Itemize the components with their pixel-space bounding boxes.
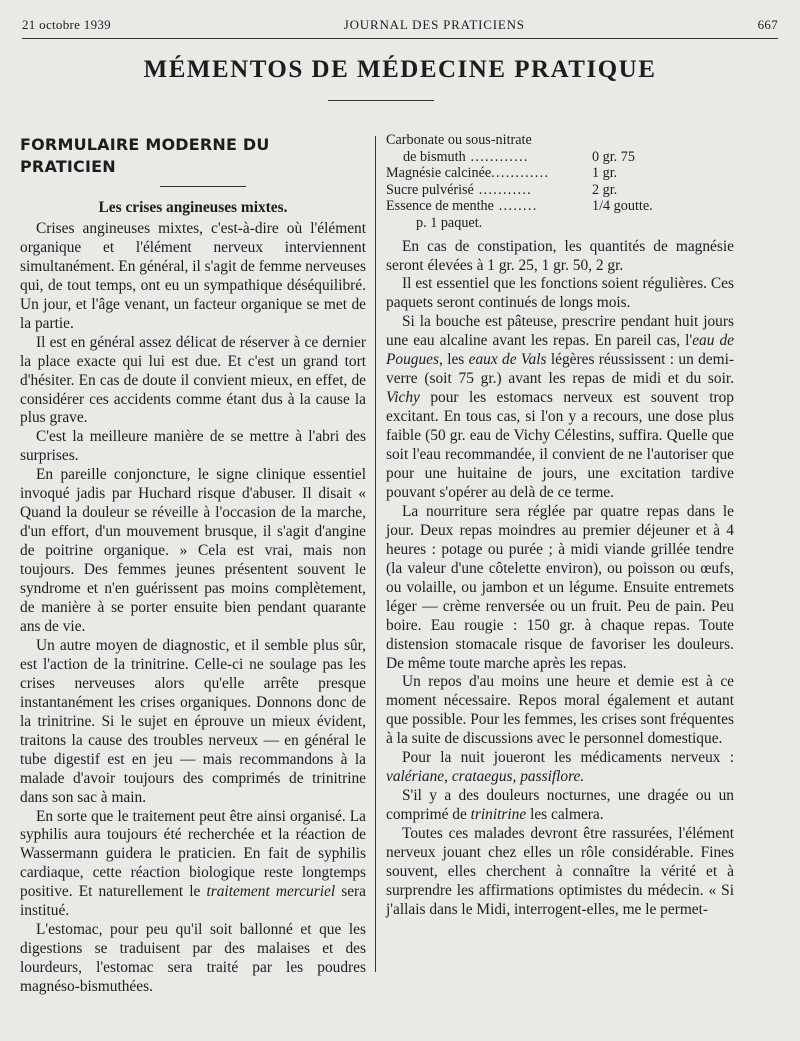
paragraph: Si la bouche est pâteuse, prescrire pendant huit jours une eau alcaline avant les repas. En pareil cas, l'eau de Pougues, les eaux de Vals légères réussissent : un demi-verre (soit 75 gr.) avant les repas de midi et du soir. Vichy pour les estomacs nerveux est souvent trop excitant. En tous cas, si l'on y a recours, une dose plus faible (50 gr. eau de Vichy Célestins, suffira. Quelle que soit l'eau recommandée, il convient de ne l'autoriser que pour une huitaine de jours, une excitation tardive pouvant s'opérer au delà de ce terme. bbox=[386, 313, 735, 501]
page-number: 667 bbox=[757, 17, 778, 32]
paragraph: Un repos d'au moins une heure et demie est à ce moment nécessaire. Repos moral également et autant que possible. Pour les femmes, les crises sont fréquentes à la suite de discussions avec le personnel domestique. bbox=[386, 673, 734, 748]
issue-date: 21 octobre 1939 bbox=[22, 17, 111, 32]
left-column bbox=[20, 130, 366, 997]
formula-ingredient: de bismuth ............ bbox=[403, 148, 529, 165]
paragraph: La nourriture sera réglée par quatre repas dans le jour. Deux repas moindres au premier déjeuner et à 4 heures : potage ou purée ; à midi viande grillée tendre (la valeur d'une côtelette environ), ou poisson ou œufs, ou volaille, ou jambon et un légume. Ensuite entremets léger — crème renversée ou un fruit. Peu de pain. Peu boire. Eau rougie : 150 gr. à chaque repas. Toute distension stomacale risque de favoriser les douleurs. De même toute marche après les repas. bbox=[386, 502, 734, 672]
formula-ingredient: Sucre pulvérisé ........... bbox=[386, 181, 533, 198]
italic-term: Vichy bbox=[386, 389, 420, 407]
italic-term: eaux de Vals bbox=[468, 351, 547, 369]
journal-name: JOURNAL DES PRATICIENS bbox=[343, 17, 525, 32]
column-divider bbox=[375, 136, 376, 972]
paragraph: En cas de constipation, les quantités de magnésie seront élevées à 1 gr. 25, 1 gr. 50, 2 gr. bbox=[386, 237, 734, 274]
paragraph: Il est essentiel que les fonctions soient régulières. Ces paquets seront continués de longs mois. bbox=[386, 275, 734, 312]
italic-term: eau de Pougues bbox=[386, 332, 734, 369]
formula-ingredient: Carbonate ou sous-nitrate bbox=[386, 132, 532, 148]
running-head bbox=[22, 14, 778, 36]
formula-ingredient: Magnésie calcinée............ bbox=[386, 165, 550, 182]
paragraph: Pour la nuit joueront les médicaments nerveux : valériane, crataegus, passiflore. bbox=[386, 749, 734, 786]
formula-quantity: 2 gr. bbox=[592, 181, 618, 198]
formula-line bbox=[386, 149, 734, 166]
paragraph: Toutes ces malades devront être rassurées, l'élément nerveux jouant chez elles un rôle considérable. Fines souvent, elles cherchent à connaître la vérité et à surprendre les affirmations optimistes du médecin. « Si j'allais dans le Midi, interrogent-elles, me le permet- bbox=[386, 825, 734, 918]
italic-term: traitement mercuriel bbox=[206, 883, 336, 901]
paragraph: Un autre moyen de diagnostic, et il semble plus sûr, est l'action de la trinitrine. Celle-ci ne soulage pas les crises nerveuses alors qu'elle arrête presque instantanément les crises organiques. Donnons donc de la trinitrine. Si le sujet en éprouve un mieux évident, traitons la cause des troubles nerveux — en général le tube digestif est en jeu — mais recommandons à la malade d'avoir toujours des comprimés de trinitrine dans son sac à main. bbox=[20, 636, 366, 806]
paragraph-text: En sorte que le traitement peut être ainsi organisé. La syphilis aura toujours été recherchée et la réaction de Wassermann guidera le praticien. En fait de syphilis cardiaque, cette réaction biologique reste longtemps positive. Et naturellement le bbox=[20, 807, 366, 901]
right-column bbox=[386, 132, 734, 920]
paragraph: Crises angineuses mixtes, c'est-à-dire où l'élément organique et l'élément nerveux interviennent simultanément. En général, il s'agit de femme nerveuses qui, de tout temps, ont eu un sympathique déséquilibré. Un jour, et l'âge venant, un facteur organique se met de la partie. bbox=[20, 219, 366, 332]
paragraph: Il est en général assez délicat de réserver à ce dernier la place exacte qui lui est due. Et c'est un grand tort d'hésiter. En cas de doute il convient mieux, en effet, de considérer ces accidents comme étant dus à la cause la plus grave. bbox=[20, 333, 366, 427]
paragraph: L'estomac, pour peu qu'il soit ballonné et que les digestions se traduisent par des malaises et des lourdeurs, l'estomac sera traité par les poudres magnéso-bismuthées. bbox=[20, 921, 366, 996]
formula-quantity: 1 gr. bbox=[592, 165, 618, 182]
formula-line bbox=[386, 132, 734, 149]
formula-line bbox=[386, 165, 734, 182]
formula-ingredient: Essence de menthe ........ bbox=[386, 198, 538, 215]
formula-note: p. 1 paquet. bbox=[416, 214, 483, 231]
italic-term: valériane, crataegus, passiflore. bbox=[386, 768, 585, 786]
title-rule bbox=[328, 100, 434, 101]
paragraph-text: sera institué. bbox=[20, 883, 366, 920]
formula-line bbox=[386, 198, 734, 215]
page-title: MÉMENTOS DE MÉDECINE PRATIQUE bbox=[143, 56, 657, 83]
formula-line bbox=[386, 182, 734, 199]
paragraph: En pareille conjoncture, le signe clinique essentiel invoqué jadis par Huchard risque d'abuser. Il disait « Quand la douleur se réveille à l'occasion de la marche, d'un effort, d'un mouvement brusque, il s'agit d'angine de poitrine organique. » Cela est vrai, mais non toujours. Des femmes jeunes présentent souvent le syndrome et n'en guérissent pas moins complètement, de manière à se porter ensuite bien pendant quarante ans de vie. bbox=[20, 466, 366, 635]
paragraph: S'il y a des douleurs nocturnes, une dragée ou un comprimé de trinitrine les calmera. bbox=[386, 787, 734, 824]
header-rule bbox=[22, 38, 778, 39]
formula-quantity: 0 gr. 75 bbox=[592, 148, 635, 165]
article-subtitle: Les crises angineuses mixtes. bbox=[98, 199, 288, 216]
section-title: FORMULAIRE MODERNE DU PRATICIEN bbox=[20, 135, 270, 176]
formula-quantity: 1/4 goutte. bbox=[592, 198, 653, 215]
paragraph bbox=[20, 808, 366, 922]
italic-term: trinitrine bbox=[470, 806, 527, 824]
section-rule bbox=[160, 186, 246, 187]
paragraph: C'est la meilleure manière de se mettre à l'abri des surprises. bbox=[20, 428, 366, 465]
prescription-formula bbox=[386, 132, 734, 232]
